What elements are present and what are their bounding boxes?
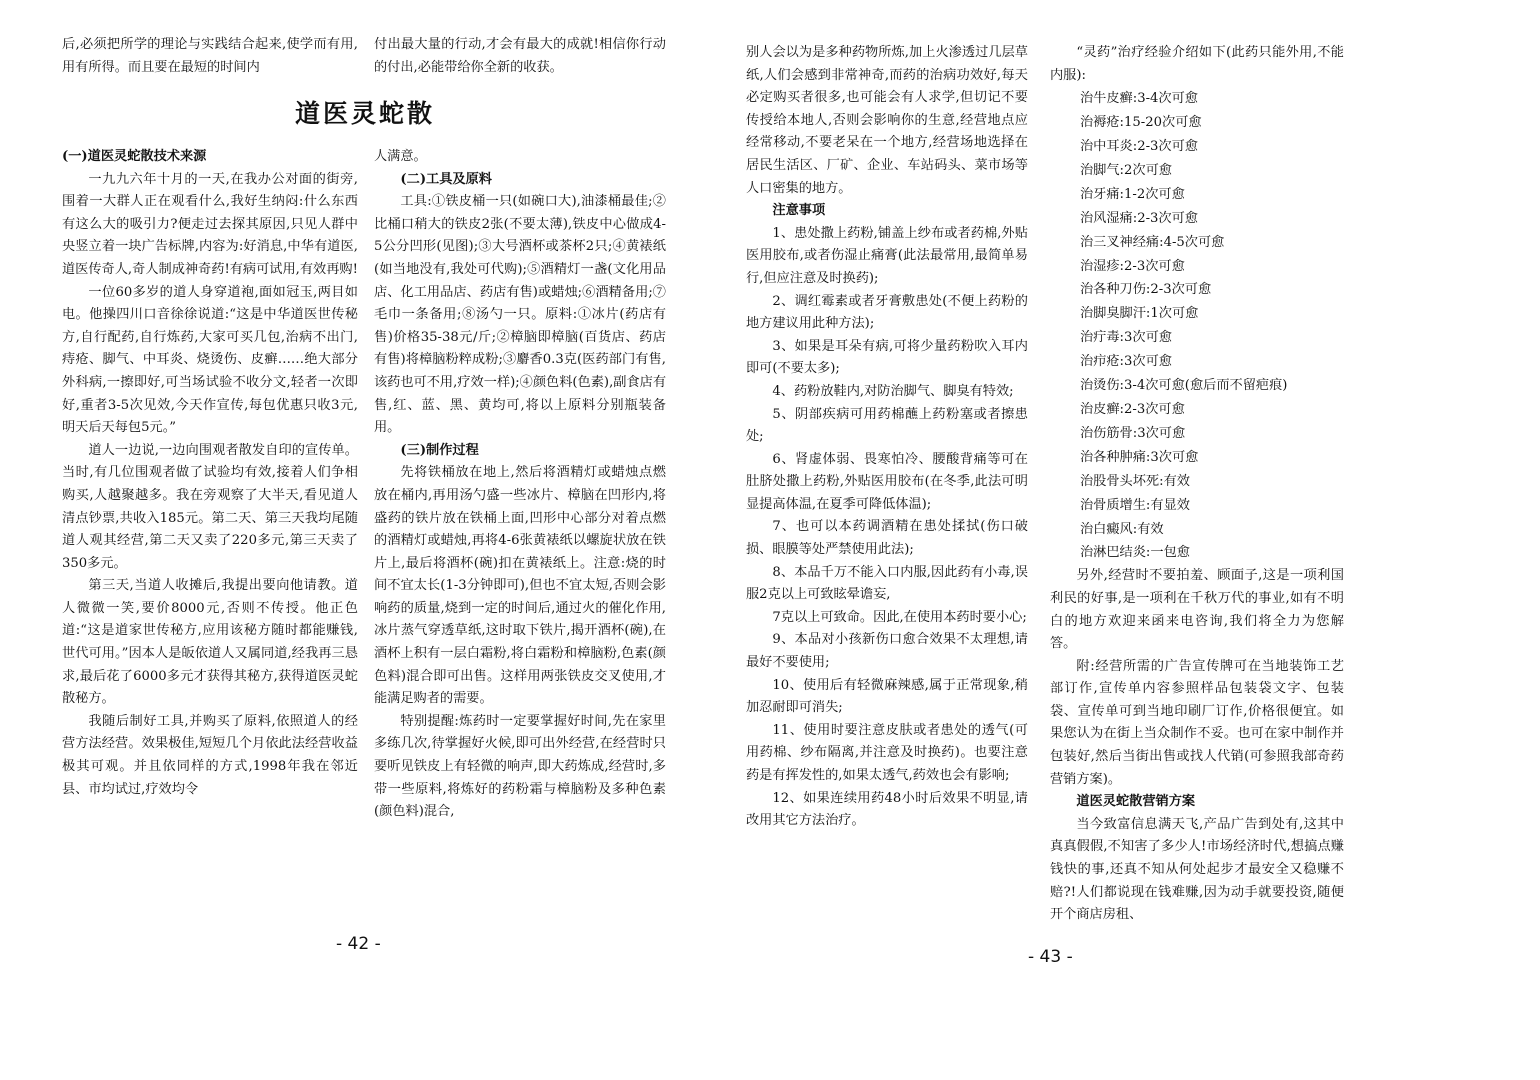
paragraph: 先将铁桶放在地上,然后将酒精灯或蜡烛点燃放在桶内,再用汤勺盛一些冰片、樟脑在凹形内,将盛药的铁片放在铁桶上面,凹形中心部分对着点燃的酒精灯或蜡烛,再将4-6张黄裱纸以螺旋状放在铁片上,最后将酒杯(碗)扣在黄裱纸上。注意:烧的时间不宜太长(1-3分钟即可),但也不宜太短,否则会影响药的质量,烧到一定的时间后,通过火的催化作用,冰片蒸气穿透草纸,这时取下铁片,揭开酒杯(碗),在酒杯上积有一层白霜粉,将白霜粉和樟脑粉,色素(颜色料)混合即可出售。这样用两张铁皮交叉使用,才能满足购者的需要。 (374, 465, 666, 707)
cure-item: 治股骨头坏死:有效 (1080, 473, 1190, 489)
page-number-right: - 43 - (1028, 947, 1073, 967)
paragraph: 9、本品对小孩新伤口愈合效果不太理想,请最好不要使用; (746, 632, 1028, 671)
cure-item: 治三叉神经痛:4-5次可愈 (1080, 234, 1225, 250)
paragraph: 另外,经营时不要拍羞、顾面子,这是一项利国利民的好事,是一项利在千秋万代的事业,如有不明白的地方欢迎来函来电咨询,我们将全力为您解答。 (1050, 568, 1344, 652)
left-page (0, 0, 760, 1080)
left-column-1 (62, 146, 358, 801)
paragraph: 7克以上可致命。因此,在使用本药时要小心; (772, 609, 1027, 625)
paragraph: 7、也可以本药调酒精在患处揉拭(伤口破损、眼膜等处严禁使用此法); (746, 519, 1028, 558)
cure-item: 治淋巴结炎:一包愈 (1080, 545, 1190, 561)
cure-item: 治疖疮:3次可愈 (1080, 354, 1172, 370)
paragraph: 5、阴部疾病可用药棉蘸上药粉塞或者擦患处; (746, 406, 1028, 445)
paragraph: 1、患处撒上药粉,铺盖上纱布或者药棉,外贴医用胶布,或者伤湿止痛膏(此法最常用,最简单易行,但应注意及时换药); (746, 225, 1028, 286)
cure-item: 治褥疮:15-20次可愈 (1080, 115, 1202, 131)
paragraph: 当今致富信息满天飞,产品广告到处有,这其中真真假假,不知害了多少人!市场经济时代,想搞点赚钱快的事,还真不知从何处起步才最安全又稳赚不赔?!人们都说现在钱难赚,因为动手就要投资,随便开个商店房租、 (1050, 816, 1344, 923)
paragraph: 后,必须把所学的理论与实践结合起来,使学而有用,用有所得。而且要在最短的时间内 (62, 37, 358, 75)
cure-item: 治湿疹:2-3次可愈 (1080, 258, 1185, 274)
paragraph: 特别提醒:炼药时一定要掌握好时间,先在家里多练几次,待掌握好火候,即可出外经营,在经营时只要听见铁皮上有轻微的响声,即大药炼成,经营时,多带一些原料,将炼好的药粉霜与樟脑粉及多种色素(颜色料)混合, (374, 713, 666, 820)
paragraph: 2、调红霉素或者牙膏敷患处(不便上药粉的地方建议用此种方法); (746, 293, 1028, 332)
paragraph: 人满意。 (374, 149, 427, 164)
paragraph: 我随后制好工具,并购买了原料,依照道人的经营方法经营。效果极佳,短短几个月依此法经营收益极其可观。并且依同样的方式,1998年我在邻近县、市均试过,疗效均令 (62, 713, 358, 797)
right-column-2-text (1050, 565, 1344, 927)
cure-item: 治各种肿痛:3次可愈 (1080, 449, 1199, 465)
left-top-col1 (62, 34, 358, 79)
paragraph: 12、如果连续用药48小时后效果不明显,请改用其它方法治疗。 (746, 790, 1028, 829)
paragraph: 3、如果是耳朵有病,可将少量药粉吹入耳内即可(不要太多); (746, 338, 1028, 377)
left-column-2 (374, 146, 666, 824)
paragraph: 10、使用后有轻微麻辣感,属于正常现象,稍加忍耐即可消失; (746, 677, 1028, 716)
cure-item: 治脚臭脚汗:1次可愈 (1080, 306, 1199, 322)
cure-item: 治伤筋骨:3次可愈 (1080, 425, 1186, 441)
cure-item: 治脚气:2次可愈 (1080, 162, 1172, 178)
section-heading: (三)制作过程 (400, 442, 479, 458)
cure-item: 治烫伤:3-4次可愈(愈后而不留疤痕) (1080, 378, 1288, 394)
left-top-col2 (374, 34, 666, 79)
paragraph: 4、药粉放鞋内,对防治脚气、脚臭有特效; (772, 383, 1014, 399)
cure-item: 治牙痛:1-2次可愈 (1080, 186, 1185, 202)
cure-list (1050, 87, 1344, 565)
right-column-2 (1050, 42, 1344, 927)
paragraph: 工具:①铁皮桶一只(如碗口大),油漆桶最佳;②比桶口稍大的铁皮2张(不要太薄),铁皮中心做成4-5公分凹形(见图);③大号酒杯或茶杯2只;④黄裱纸(如当地没有,我处可代购);⑤酒精灯一盏(文化用品店、化工用品店、药店有售)或蜡烛;⑥酒精备用;⑦毛巾一条备用;⑧汤勺一只。原料:①冰片(药店有售)价格35-38元/斤;②樟脑即樟脑(百货店、药店有售)将樟脑粉粹成粉;③麝香0.3克(医药部门有售,该药也可不用,疗效一样);④颜色料(色素),副食店有售,红、蓝、黑、黄均可,将以上原料分别瓶装备用。 (374, 194, 667, 436)
paragraph: 付出最大量的行动,才会有最大的成就!相信你行动的付出,必能带给你全新的收获。 (374, 37, 666, 75)
paragraph: 一位60多岁的道人身穿道袍,面如冠玉,两目如电。他操四川口音徐徐说道:“这是中华道医世传秘方,自行配药,自行炼药,大家可买几包,治病不出门,痔疮、脚气、中耳炎、烧烫伤、皮癣……绝大部分外科病,一擦即好,可当场试验不收分文,轻者一次即好,重者3-5次见效,今天作宣传,每包优惠只收3元,明天后天每包5元。” (62, 284, 358, 436)
paragraph: 道人一边说,一边向围观者散发自印的宣传单。当时,有几位围观者做了试验均有效,接着人们争相购买,人越聚越多。我在旁观察了大半天,看见道人清点钞票,共收入185元。第二天、第三天我均尾随道人观其经营,第二天又卖了220多元,第三天卖了350多元。 (62, 442, 358, 571)
paragraph: 一九九六年十月的一天,在我办公对面的街旁,围着一大群人正在观看什么,我好生纳闷:什么东西有这么大的吸引力?便走过去探其原因,只见人群中央竖立着一块广告标牌,内容为:好消息,中华有道医,道医传奇人,奇人制成神奇药!有病可试用,有效再购! (62, 171, 358, 277)
cure-item: 治皮癣:2-3次可愈 (1080, 401, 1185, 417)
section-heading: (一)道医灵蛇散技术来源 (62, 149, 207, 164)
section-heading: 道医灵蛇散营销方案 (1076, 794, 1196, 810)
section-heading: 注意事项 (772, 203, 826, 219)
cure-intro: “灵药”治疗经验介绍如下(此药只能外用,不能内服): (1050, 45, 1344, 83)
cure-item: 治牛皮癣:3-4次可愈 (1080, 91, 1198, 107)
page-number-left: - 42 - (336, 934, 381, 954)
paragraph: 别人会以为是多种药物所炼,加上火渗透过几层草纸,人们会感到非常神奇,而药的治病功效好,每天必定购买者很多,也可能会有人求学,但切记不要传授给本地人,否则会影响你的生意,经营地点应经常移动,不要老呆在一个地方,经营场地选择在居民生活区、厂矿、企业、车站码头、菜市场等人口密集的地方。 (746, 45, 1028, 196)
cure-item: 治各种刀伤:2-3次可愈 (1080, 282, 1212, 298)
cure-item: 治骨质增生:有显效 (1080, 497, 1190, 513)
paragraph: 11、使用时要注意皮肤或者患处的透气(可用药棉、纱布隔离,并注意及时换药)。也要注意药是有挥发性的,如果太透气,药效也会有影响; (746, 722, 1028, 783)
paragraph: 第三天,当道人收摊后,我提出要向他请教。道人微微一笑,要价8000元,否则不传授。他正色道:“这是道家世传秘方,应用该秘方随时都能赚钱,世代可用。”因本人是皈依道人又属同道,经我再三恳求,最后花了6000多元才获得其秘方,获得道医灵蛇散秘方。 (62, 578, 358, 707)
cure-item: 治疔毒:3次可愈 (1080, 330, 1172, 346)
cure-item: 治白癜风:有效 (1080, 521, 1164, 537)
right-column-1 (746, 42, 1028, 833)
section-heading: (二)工具及原料 (400, 171, 492, 187)
right-page (746, 0, 1540, 1080)
paragraph: 6、肾虚体弱、畏寒怕冷、腰酸背痛等可在肚脐处撒上药粉,外贴医用胶布(在冬季,此法可明显提高体温,在夏季可降低体温); (746, 451, 1028, 512)
cure-item: 治中耳炎:2-3次可愈 (1080, 139, 1198, 154)
paragraph: 附:经营所需的广告宣传牌可在当地装饰工艺部订作,宣传单内容参照样品包装袋文字、包装袋、宣传单可到当地印刷厂订作,价格很便宜。如果您认为在街上当众制作不妥。也可在家中制作并包装好,然后当街出售或找人代销(可参照我部奇药营销方案)。 (1050, 658, 1344, 787)
cure-item: 治风湿痛:2-3次可愈 (1080, 210, 1198, 226)
paragraph: 8、本品千万不能入口内服,因此药有小毒,误服2克以上可致眩晕谵妄, (746, 564, 1028, 603)
article-title: 道医灵蛇散 (294, 99, 435, 128)
